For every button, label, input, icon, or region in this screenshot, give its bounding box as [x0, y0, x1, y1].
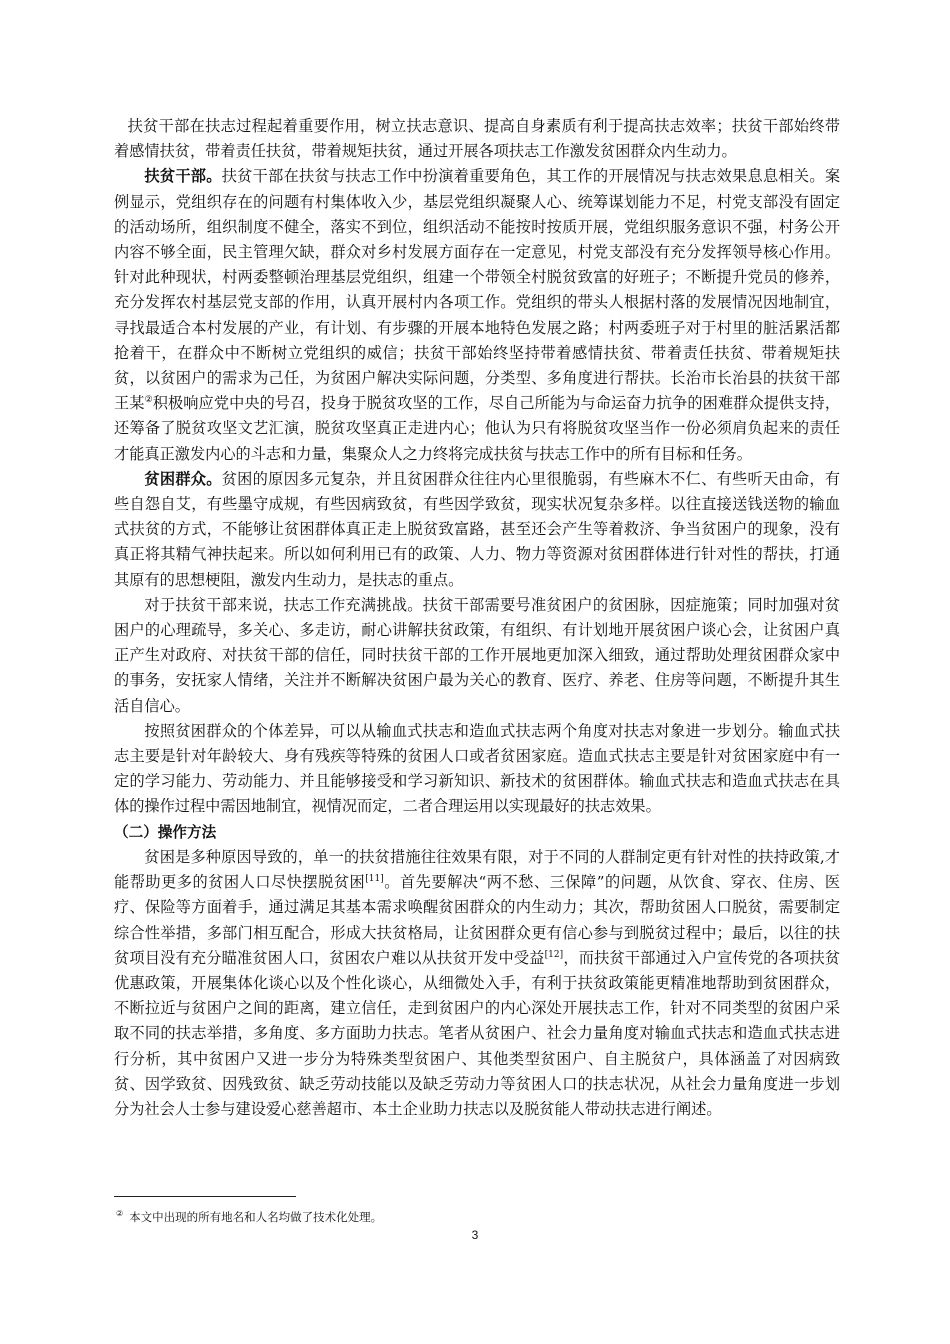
paragraph: 按照贫困群众的个体差异，可以从输血式扶志和造血式扶志两个角度对扶志对象进一步划分。输血式扶志主要是针对年龄较大、身有残疾等特殊的贫困人口或者贫困家庭。造血式扶志主要是针对贫困家庭中有一定的学习能力、劳动能力、并且能够接受和学习新知识、新技术的贫困群体。输血式扶志和造血式扶志在具体的操作过程中需因地制宜，视情况而定，二者合理运用以实现最好的扶志效果。 — [114, 721, 840, 816]
paragraph: 贫困是多种原因导致的，单一的扶贫措施往往效果有限，对于不同的人群制定更有针对性的扶持政策,才能帮助更多的贫困人口尽快摆脱贫困[11]。首先要解决“两不愁、三保障”的问题，从饮食、穿衣、住房、医疗、保险等方面着手，通过满足其基本需求唤醒贫困群众的内生动力；其次，帮助贫困人口脱贫，需要制定综合性举措，多部门相互配合，形成大扶贫格局，让贫困群众更有信心参与到脱贫过程中；最后，以往的扶贫项目没有充分瞄准贫困人口，贫困农户难以从扶贫开发中受益[12]，而扶贫干部通过入户宣传党的各项扶贫优惠政策，开展集体化谈心以及个性化谈心，从细微处入手，有利于扶贫政策能更精准地帮助到贫困群众，不断拉近与贫困户之间的距离，建立信任，走到贫困户的内心深处开展扶志工作，针对不同类型的贫困户采取不同的扶志举措，多角度、多方面助力扶志。笔者从贫困户、社会力量角度对输血式扶志和造血式扶志进行分析，其中贫困户又进一步分为特殊类型贫困户、其他类型贫困户、自主脱贫户，具体涵盖了对因病致贫、因学致贫、因残致贫、缺乏劳动技能以及缺乏劳动力等贫困人口的扶志状况，从社会力量角度进一步划分为社会人士参与建设爱心慈善超市、本土企业助力扶志以及脱贫能人带动扶志进行阐述。 — [114, 847, 841, 1118]
body-text — [114, 114, 840, 1122]
paragraph: 对于扶贫干部来说，扶志工作充满挑战。扶贫干部需要号准贫困户的贫困脉，因症施策；同时加强对贫困户的心理疏导，多关心、多走访，耐心讲解扶贫政策，有组织、有计划地开展贫困户谈心会，让贫困户真正产生对政府、对扶贫干部的信任，同时扶贫干部的工作开展地更加深入细致，通过帮助处理贫困群众家中的事务，安抚家人情绪，关注并不断解决贫困户最为关心的教育、医疗、养老、住房等问题，不断提升其生活自信心。 — [114, 595, 840, 715]
footnote-text: 本文中出现的所有地名和人名均做了技术化处理。 — [129, 1210, 383, 1224]
footnote-marker: ② — [116, 1209, 124, 1219]
page-number: 3 — [471, 1228, 479, 1242]
paragraph-lead: 扶贫干部。 — [144, 167, 222, 186]
section-heading: （二）操作方法 — [114, 823, 217, 841]
paragraph: 扶贫干部在扶志过程起着重要作用，树立扶志意识、提高自身素质有利于提高扶志效率；扶贫干部始终带着感情扶贫，带着责任扶贫，带着规矩扶贫，通过开展各项扶志工作激发贫困群众内生动力。 — [114, 117, 840, 161]
citation-ref[interactable]: [12] — [544, 949, 564, 960]
paragraph: 贫困群众。贫困的原因多元复杂，并且贫困群众往往内心里很脆弱，有些麻木不仁、有些听天由命，有些自怨自艾，有些墨守成规，有些因病致贫，有些因学致贫，现实状况复杂多样。以往直接送钱送物的输血式扶贫的方式，不能够让贫困群体真正走上脱贫致富路，甚至还会产生等着救济、争当贫困户的现象，没有真正将其精气神扶起来。所以如何利用已有的政策、人力、物力等资源对贫困群体进行针对性的帮扶，打通其原有的思想梗阻，激发内生动力，是扶志的重点。 — [114, 469, 841, 589]
citation-ref[interactable]: [11] — [365, 874, 384, 885]
footnote-divider — [114, 1196, 296, 1197]
paragraph: 扶贫干部。扶贫干部在扶贫与扶志工作中扮演着重要角色，其工作的开展情况与扶志效果息息相关。案例显示，党组织存在的问题有村集体收入少，基层党组织凝聚人心、统筹谋划能力不足，村党支部没有固定的活动场所，组织制度不健全，落实不到位，组织活动不能按时按质开展，党组织服务意识不强，村务公开内容不够全面，民主管理欠缺，群众对乡村发展方面存在一定意见，村党支部没有充分发挥领导核心作用。针对此种现状，村两委整顿治理基层党组织，组建一个带领全村脱贫致富的好班子；不断提升党员的修养，充分发挥农村基层党支部的作用，认真开展村内各项工作。党组织的带头人根据村落的发展情况因地制宜，寻找最适合本村发展的产业，有计划、有步骤的开展本地特色发展之路；村两委班子对于村里的脏活累活都抢着干，在群众中不断树立党组织的威信；扶贫干部始终坚持带着感情扶贫、带着责任扶贫、带着规矩扶贫，以贫困户的需求为己任，为贫困户解决实际问题，分类型、多角度进行帮扶。长治市长治县的扶贫干部王某②积极响应党中央的号召，投身于脱贫攻坚的工作，尽自己所能为与命运奋力抗争的困难群众提供支持，还筹备了脱贫攻坚文艺汇演，脱贫攻坚真正走进内心；他认为只有将脱贫攻坚当作一份必须肩负起来的责任才能真正激发内心的斗志和力量，集聚众人之力终将完成扶贫与扶志工作中的所有目标和任务。 — [114, 167, 841, 463]
footnote-ref[interactable]: ② — [144, 395, 153, 406]
footnote — [116, 1209, 816, 1225]
paragraph-lead: 贫困群众。 — [144, 469, 222, 488]
